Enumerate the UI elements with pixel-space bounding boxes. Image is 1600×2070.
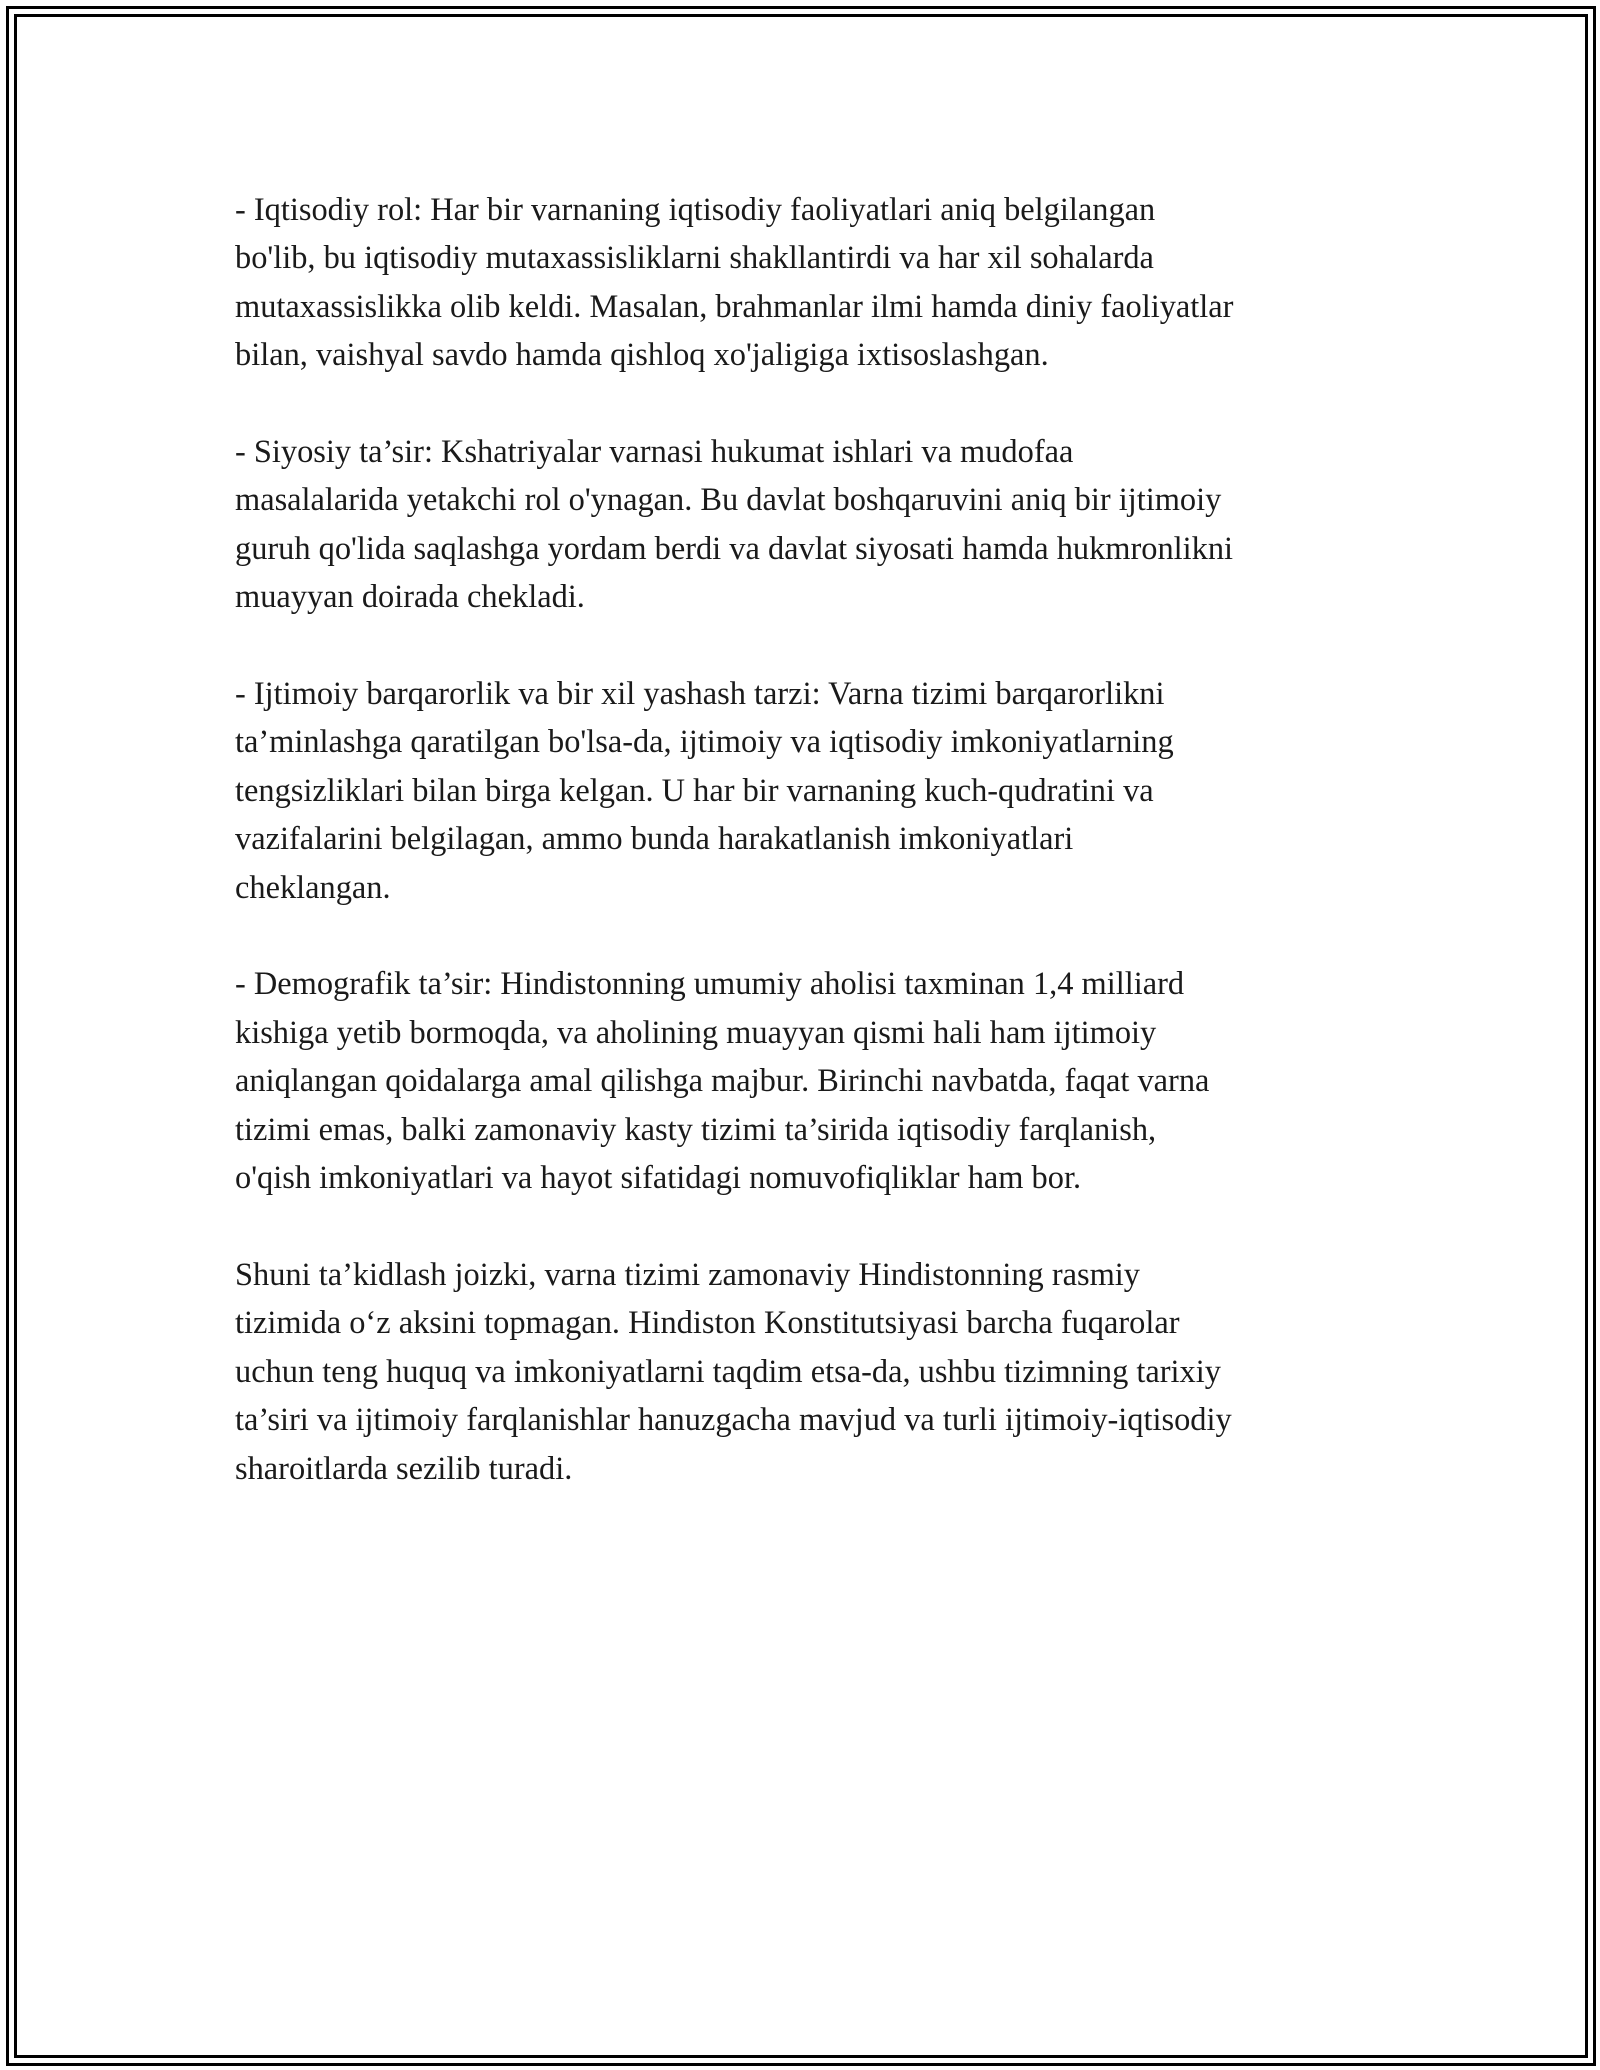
text-line: sharoitlarda sezilib turadi. bbox=[235, 1450, 573, 1487]
text-line: o'qish imkoniyatlari va hayot sifatidagi nomuvofiqliklar ham bor. bbox=[235, 1160, 1082, 1197]
text-line: mutaxassislikka olib keldi. Masalan, brahmanlar ilmi hamda diniy faoliyatlar bbox=[235, 288, 1234, 325]
text-line: ta’siri va ijtimoiy farqlanishlar hanuzgacha mavjud va turli ijtimoiy-iqtisodiy bbox=[235, 1402, 1232, 1439]
text-line: aniqlangan qoidalarga amal qilishga majbur. Birinchi navbatda, faqat varna bbox=[235, 1063, 1210, 1100]
document-body bbox=[235, 186, 1385, 1541]
text-line: tizimi emas, balki zamonaviy kasty tizimi ta’sirida iqtisodiy farqlanish, bbox=[235, 1111, 1157, 1148]
text-line: muayyan doirada chekladi. bbox=[235, 579, 585, 616]
text-line: - Siyosiy ta’sir: Kshatriyalar varnasi hukumat ishlari va mudofaa bbox=[235, 434, 1074, 471]
paragraph-social-stability bbox=[235, 670, 1385, 912]
paragraph-conclusion bbox=[235, 1251, 1385, 1493]
paragraph-economic-role bbox=[235, 186, 1385, 380]
text-line: guruh qo'lida saqlashga yordam berdi va davlat siyosati hamda hukmronlikni bbox=[235, 530, 1234, 567]
text-line: kishiga yetib bormoqda, va aholining muayyan qismi hali ham ijtimoiy bbox=[235, 1014, 1157, 1051]
text-line: uchun teng huquq va imkoniyatlarni taqdim etsa-da, ushbu tizimning tarixiy bbox=[235, 1353, 1221, 1390]
text-line: masalalarida yetakchi rol o'ynagan. Bu davlat boshqaruvini aniq bir ijtimoiy bbox=[235, 482, 1222, 519]
text-line: cheklangan. bbox=[235, 869, 391, 906]
text-line: Shuni ta’kidlash joizki, varna tizimi zamonaviy Hindistonning rasmiy bbox=[235, 1256, 1140, 1293]
text-line: - Ijtimoiy barqarorlik va bir xil yashash tarzi: Varna tizimi barqarorlikni bbox=[235, 676, 1165, 713]
text-line: tizimida o‘z aksini topmagan. Hindiston Konstitutsiyasi barcha fuqarolar bbox=[235, 1305, 1180, 1342]
text-line: bo'lib, bu iqtisodiy mutaxassisliklarni shakllantirdi va har xil sohalarda bbox=[235, 240, 1154, 277]
text-line: vazifalarini belgilagan, ammo bunda harakatlanish imkoniyatlari bbox=[235, 821, 1074, 858]
text-line: - Iqtisodiy rol: Har bir varnaning iqtisodiy faoliyatlari aniq belgilangan bbox=[235, 192, 1156, 228]
text-line: - Demografik ta’sir: Hindistonning umumiy aholisi taxminan 1,4 milliard bbox=[235, 966, 1185, 1003]
text-line: tengsizliklari bilan birga kelgan. U har bir varnaning kuch-qudratini va bbox=[235, 772, 1154, 809]
paragraph-demographic-influence bbox=[235, 960, 1385, 1202]
text-line: bilan, vaishyal savdo hamda qishloq xo'jaligiga ixtisoslashgan. bbox=[235, 337, 1049, 374]
text-line: ta’minlashga qaratilgan bo'lsa-da, ijtimoiy va iqtisodiy imkoniyatlarning bbox=[235, 724, 1174, 761]
paragraph-political-influence bbox=[235, 428, 1385, 622]
